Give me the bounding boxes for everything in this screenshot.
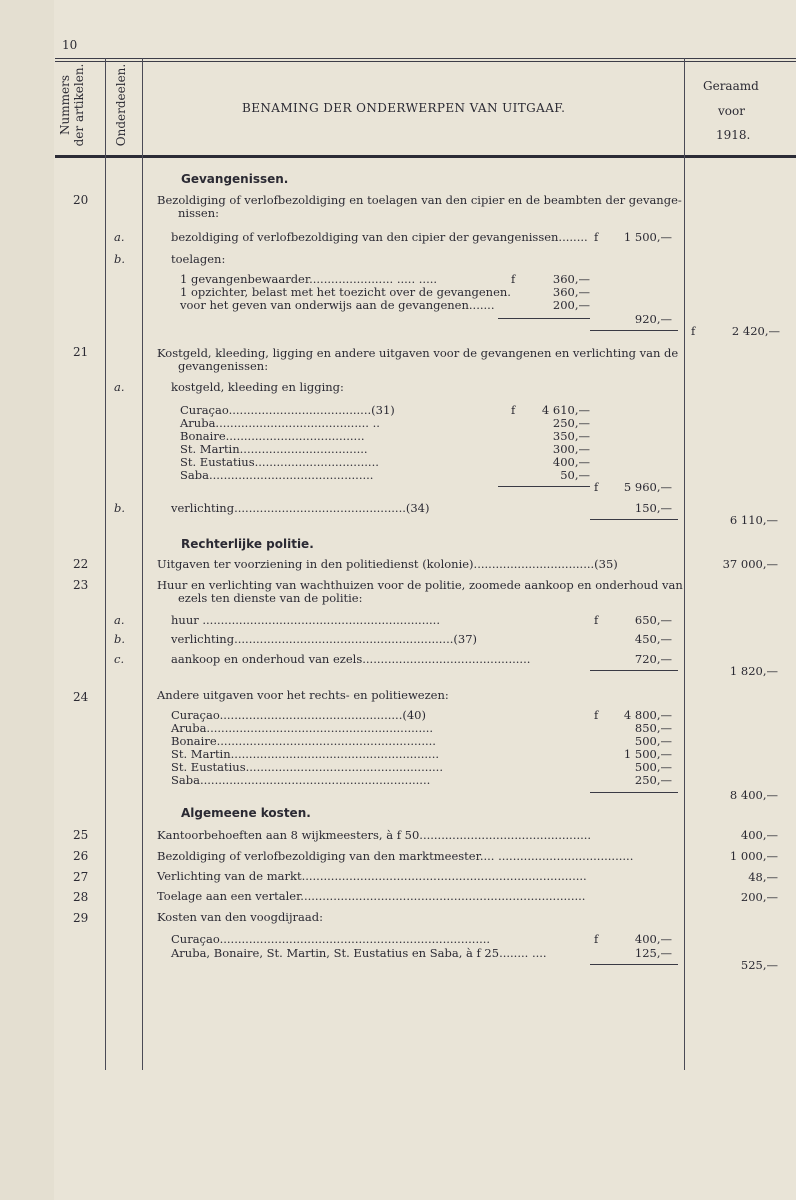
line-item-text: Curaçao.......................................................................... [171,932,491,946]
amount: 650,— [634,613,672,627]
column-divider-2 [142,58,143,1070]
article-text: Kostgeld, kleeding, ligging en andere uitgaven voor de gevangenen en verlichting van de [157,346,679,360]
total-rule [590,519,678,520]
line-item-amount: 250,— [634,773,672,787]
article-total: 6 110,— [729,513,778,527]
florin-sign: f [594,708,599,722]
article-text: Toelage aan een vertaler.............................................................................. [157,889,586,903]
florin-sign: f [691,324,696,338]
florin-sign: f [594,230,599,244]
page-number: 10 [62,38,78,52]
line-item-text: Curaçao..................................................(40) [171,708,426,722]
line-item-text: Bonaire...................................... [180,429,365,443]
section-heading-rechterlijke-politie: Rechterlijke politie. [181,537,314,551]
article-total: 48,— [748,870,778,884]
subpart-text: aankoop en onderhoud van ezels.............................................. [171,652,531,666]
article-text-cont: gevangenissen: [178,359,269,373]
header-year: 1918. [716,128,751,142]
article-number: 20 [73,193,89,207]
line-item-amount: 350,— [552,429,590,443]
article-total: 200,— [740,890,778,904]
line-item-text: Bonaire............................................................ [171,734,436,748]
line-item-text: voor het geven van onderwijs aan de gevangenen....... [180,298,495,312]
amount: 450,— [634,632,672,646]
article-text-cont: ezels ten dienste van de politie: [178,591,363,605]
article-text: Huur en verlichting van wachthuizen voor de politie, zoomede aankoop en onderhoud van [157,578,683,592]
subtotal-amount: 5 960,— [623,480,672,494]
section-heading-algemeene-kosten: Algemeene kosten. [181,806,311,820]
header-col-onderdeelen: Onderdeelen. [114,63,128,147]
subpart-label: b. [114,632,126,646]
article-number: 24 [73,690,89,704]
article-number: 29 [73,911,89,925]
subpart-text: verlichting...............................................(34) [171,501,430,515]
article-number: 21 [73,345,89,359]
florin-sign: f [594,480,599,494]
total-rule [590,792,678,793]
article-text: Bezoldiging of verlofbezoldiging en toelagen van den cipier en de beambten der gevange- [157,193,682,207]
subpart-text: toelagen: [171,252,226,266]
line-item-text: St. Eustatius.................................. [180,455,379,469]
article-number: 22 [73,557,89,571]
article-text: Kantoorbehoeften aan 8 wijkmeesters, à f 50............................................... [157,828,592,842]
subpart-text: verlichting............................................................(37) [171,632,478,646]
line-item-text: St. Martin................................... [180,442,368,456]
line-item-amount: 250,— [552,416,590,430]
line-item-amount: 500,— [634,734,672,748]
florin-sign: f [594,932,599,946]
section-heading-gevangenissen: Gevangenissen. [181,172,289,186]
column-divider-3 [684,58,685,1070]
line-item-amount: 360,— [552,285,590,299]
subtotal-amount: 920,— [634,312,672,326]
line-item-amount: 125,— [634,946,672,960]
line-item-amount: 300,— [552,442,590,456]
line-item-text: Aruba.......................................... .. [180,416,380,430]
article-text: Verlichting van de markt.............................................................................. [157,869,587,883]
article-number: 27 [73,870,89,884]
article-text: Andere uitgaven voor het rechts- en politiewezen: [157,688,449,702]
subpart-label: a. [114,230,125,244]
subtotal-rule [498,318,590,319]
subtotal-rule [498,486,590,487]
florin-sign: f [594,613,599,627]
line-item-text: St. Martin......................................................... [171,747,440,761]
line-item-text: Saba............................................. [180,468,374,482]
header-voor: voor [718,104,745,118]
subpart-label: a. [114,380,125,394]
total-rule [590,670,678,671]
total-rule [590,964,678,965]
column-divider-1 [105,58,106,1070]
subpart-text: huur ................................................................. [171,613,440,627]
article-number: 23 [73,578,89,592]
line-item-text: St. Eustatius...................................................... [171,760,443,774]
line-item-amount: 500,— [634,760,672,774]
line-item-amount: 50,— [560,468,590,482]
article-text: Kosten van den voogdijraad: [157,910,323,924]
article-text: Bezoldiging of verlofbezoldiging van den marktmeester.... ..................................... [157,849,634,863]
amount: 1 500,— [623,230,672,244]
subpart-label: c. [114,652,125,666]
line-item-text: 1 opzichter, belast met het toezicht over de gevangenen. [180,285,511,299]
article-total: 1 000,— [729,849,778,863]
line-item-text: Aruba, Bonaire, St. Martin, St. Eustatius en Saba, à f 25........ .... [171,946,547,960]
line-item-amount: 4 610,— [541,403,590,417]
line-item-amount: 360,— [552,272,590,286]
page-margin [0,0,54,1200]
header-title: BENAMING DER ONDERWERPEN VAN UITGAAF. [242,101,566,115]
article-total: 400,— [740,828,778,842]
line-item-amount: 200,— [552,298,590,312]
article-number: 28 [73,890,89,904]
article-total: 8 400,— [729,788,778,802]
article-number: 25 [73,828,89,842]
line-item-amount: 1 500,— [623,747,672,761]
article-total: 1 820,— [729,664,778,678]
subpart-label: b. [114,252,126,266]
subpart-label: b. [114,501,126,515]
florin-sign: f [511,403,516,417]
line-item-text: Curaçao.......................................(31) [180,403,395,417]
total-rule [590,330,678,331]
subpart-label: a. [114,613,125,627]
article-text: Uitgaven ter voorziening in den politiedienst (kolonie).................................(35) [157,557,618,571]
header-geraamd: Geraamd [703,79,759,93]
line-item-text: Aruba.............................................................. [171,721,434,735]
article-text-cont: nissen: [178,206,219,220]
line-item-amount: 400,— [552,455,590,469]
line-item-amount: 400,— [634,932,672,946]
amount: 150,— [634,501,672,515]
article-total: 525,— [740,958,778,972]
line-item-amount: 4 800,— [623,708,672,722]
line-item-amount: 850,— [634,721,672,735]
subpart-text: kostgeld, kleeding en ligging: [171,380,344,394]
article-total: 2 420,— [731,324,780,338]
line-item-text: 1 gevangenbewaarder....................... ..... ..... [180,272,438,286]
article-total: 37 000,— [722,557,778,571]
header-col-nummers: Nummers der artikelen. [58,63,86,147]
amount: 720,— [634,652,672,666]
line-item-text: Saba............................................................... [171,773,431,787]
florin-sign: f [511,272,516,286]
subpart-text: bezoldiging of verlofbezoldiging van den cipier der gevangenissen........ [171,230,588,244]
article-number: 26 [73,849,89,863]
